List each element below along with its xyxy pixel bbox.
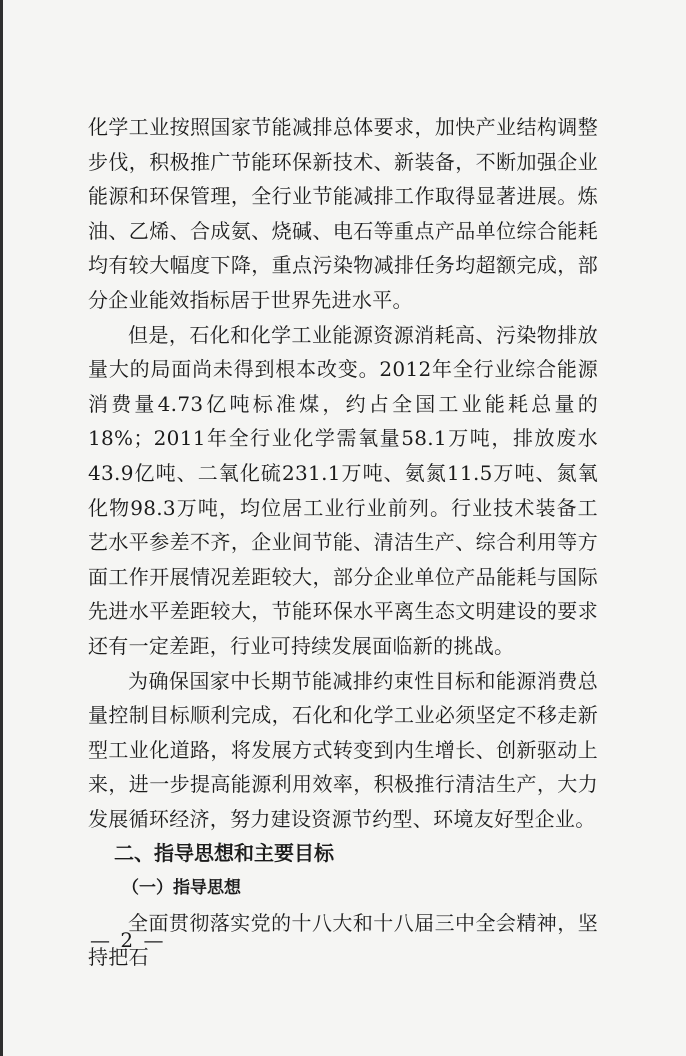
section-heading: 二、指导思想和主要目标 xyxy=(114,841,334,866)
paragraph-3: 为确保国家中长期节能减排约束性目标和能源消费总量控制目标顺利完成，石化和化学工业必须坚定不移走新型工业化道路，将发展方式转变到内生增长、创新驱动上来，进一步提高能源利用效率，积极推行清洁生产，大力发展循环经济，努力建设资源节约型、环境友好型企业。 xyxy=(88,668,598,831)
paragraph-4: 全面贯彻落实党的十八大和十八届三中全会精神，坚持把石 xyxy=(88,910,598,970)
paragraph-1: 化学工业按照国家节能减排总体要求，加快产业结构调整步伐，积极推广节能环保新技术、新装备，不断加强企业能源和环保管理，全行业节能减排工作取得显著进展。炼油、乙烯、合成氨、烧碱、电石等重点产品单位综合能耗均有较大幅度下降，重点污染物减排任务均超额完成，部分企业能效指标居于世界先进水平。 xyxy=(88,115,598,312)
body-text xyxy=(88,110,598,975)
subsection-heading: （一）指导思想 xyxy=(122,878,241,899)
paragraph-2: 但是，石化和化学工业能源资源消耗高、污染物排放量大的局面尚未得到根本改变。2012年全行业综合能源消费量4.73亿吨标准煤，约占全国工业能耗总量的18%；2011年全行业化学需氧量58.1万吨，排放废水43.9亿吨、二氧化硫231.1万吨、氨氮11.5万吨、氮氧化物98.3万吨，均位居工业行业前列。行业技术装备工艺水平参差不齐，企业间节能、清洁生产、综合利用等方面工作开展情况差距较大，部分企业单位产品能耗与国际先进水平差距较大，节能环保水平离生态文明建设的要求还有一定差距，行业可持续发展面临新的挑战。 xyxy=(88,322,598,658)
scan-edge xyxy=(0,0,3,1056)
page-number: — 2 — xyxy=(90,928,166,952)
